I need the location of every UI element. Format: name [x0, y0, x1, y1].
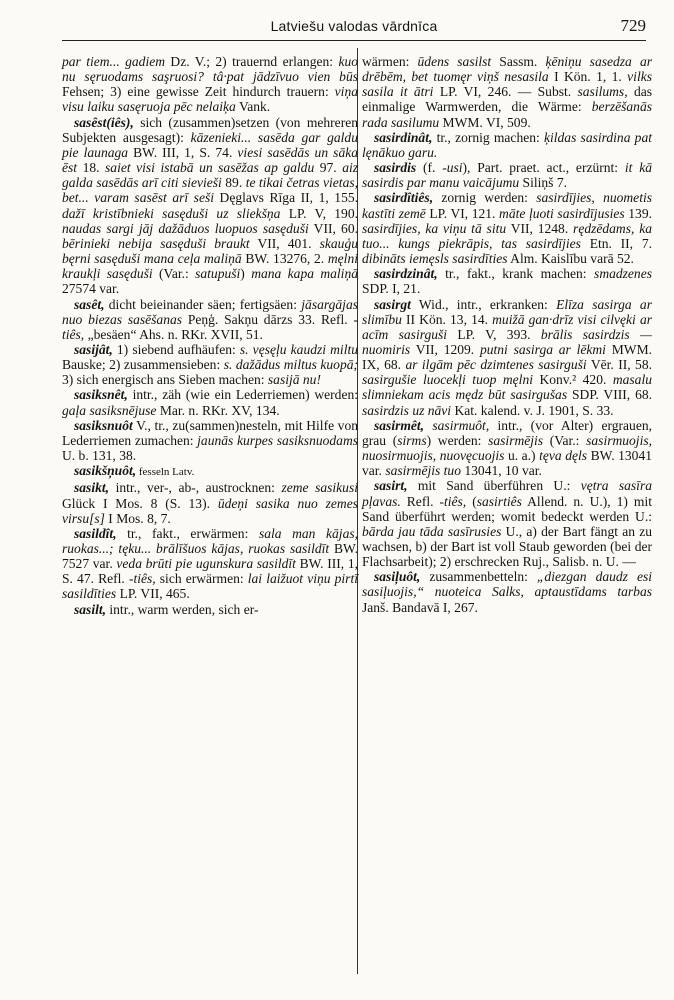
gloss-text: 18. [77, 160, 106, 176]
gloss-text: fesseln Latv. [136, 466, 195, 479]
gloss-text: Konv.² 420. [532, 372, 613, 388]
dictionary-entry [62, 602, 358, 617]
headword: sasiksnuôt [74, 417, 133, 433]
gloss-text: VII, 60. [308, 220, 358, 236]
example-text: ūdens sasilst [417, 54, 492, 69]
example-text: sasirdzis uz nāvi [362, 402, 452, 418]
example-text: dažī kristībnieki sasęduši uz sliekšņa [62, 205, 281, 221]
gloss-text: Vank. [235, 99, 271, 115]
gloss-text: 139. [624, 205, 652, 221]
example-text: vilks sasila it ātri [362, 69, 652, 100]
dictionary-entry [62, 463, 358, 480]
entry-continuation [62, 54, 358, 115]
gloss-text: BW. 7527 var. [62, 541, 358, 572]
headword: sasikšņuôt, [74, 463, 137, 479]
example-text: -tiês, [62, 311, 358, 342]
example-text: kāzenieki... sasēda gar galdu pie launaga [62, 129, 358, 160]
gloss-text: mit Sand überführen U.: [407, 478, 581, 494]
gloss-text: U., a) der Bart fängt an zu wachsen, b) der Bart ist voll Staub geworden (bei der Flachsarbeit); 2) erschrecken Ruj., Salisb. n. U. — [362, 523, 652, 570]
example-text: lai laižuot viņu pirtī sasildīties [62, 571, 358, 602]
example-text: jaunās kurpes sasiksnuodams [197, 432, 358, 448]
gloss-text: wärmen: [362, 54, 418, 69]
example-text: sasirtiês [476, 493, 522, 509]
example-text: „diezgan daudz esi sasiļuojis,“ nuoteica Salks, aptaustīdams tarbas [362, 569, 652, 600]
gloss-text: II Kön. 13, 14. [401, 311, 493, 327]
example-text: sasirmuojis, nuosirmuojis, nuovęcuojis [362, 432, 652, 464]
gloss-text: Allend. n. U.), 1) mit Sand überführt werden; womit bedeckt werden U.: [362, 493, 652, 524]
gloss-text: Vēr. II, 58. [586, 357, 652, 373]
entry-continuation [362, 54, 652, 130]
gloss-text: intr., (vor Alter) ergrauen, grau ( [362, 417, 652, 448]
gloss-text: Siliņš 7. [519, 175, 567, 191]
gloss-text: zornig werden: [433, 190, 537, 206]
gloss-text: LP. V, 393. [447, 326, 541, 342]
gloss-text: LP. V, 190. [280, 205, 358, 221]
gloss-text: (Var.: [152, 266, 196, 282]
gloss-text: BW. 13276, 2. [241, 251, 328, 267]
example-text: bērinieki nebija sasęduši braukt [62, 235, 250, 251]
gloss-text: ) [240, 266, 252, 282]
dictionary-entry [62, 297, 358, 342]
example-text: zeme sasikusi [281, 480, 358, 496]
example-text: skauģu bęrni sasęduši mana ceļa maliņā [62, 235, 358, 267]
example-text: aiz galda sasēdās arī citi sievieši [62, 160, 358, 191]
gloss-text: Refl. [400, 493, 440, 509]
gloss-text: LP. VII, 465. [116, 586, 190, 602]
gloss-text: LP. VI, 121. [425, 205, 500, 221]
headword: sasirgt [374, 296, 411, 312]
example-text: par tiem... gadiem [62, 54, 166, 69]
example-text: sirms [397, 432, 427, 448]
gloss-text: das einmalige Warmwerden, die Wärme: [362, 84, 652, 115]
headword: sasêt, [74, 296, 105, 312]
gloss-text: Bauske; 2) zusammensieben: [62, 357, 224, 373]
example-text: s. dažādus miltus kuopā; [223, 357, 358, 373]
dictionary-entry [362, 478, 652, 569]
example-text: viesi sasēdās un sāka ēst [62, 144, 359, 176]
example-text: muižā gan·drīz visi cilvęki ar acīm sasirguši [362, 311, 652, 342]
example-text: tęva dęls [539, 448, 588, 464]
dictionary-entry [362, 297, 652, 418]
headword: sasiksnêt, [74, 387, 128, 403]
gloss-text: tr., zornig machen: [432, 129, 544, 145]
example-text: sala man kājas, ruokas...; tęku... brālīšuos kājas, ruokas sasildīt [62, 525, 358, 556]
example-text: masalu slimniekam acis mędz būt sasirgušas [362, 372, 652, 403]
example-text: sasijā nu! [267, 372, 321, 388]
example-text: vętra sasīra pļavas. [362, 478, 652, 509]
example-text: veda brūti pie ugunskura sasildīt [116, 556, 296, 572]
gloss-text: I Kön. 1, 1. [548, 69, 628, 85]
gloss-text: zusammenbetteln: [420, 569, 537, 585]
dictionary-entry [62, 526, 358, 602]
gloss-text: Dz. V.; 2) trauernd erlangen: [165, 54, 339, 69]
gloss-text: (f. [416, 160, 443, 176]
gloss-text: Etn. II, 7. [580, 235, 652, 251]
example-text: smadzenes [594, 266, 652, 282]
gloss-text: 97. [314, 160, 343, 176]
example-text: ūdeņi sasika nuo zemes virsu[s] [62, 495, 358, 526]
gloss-text: ) werden: [426, 432, 489, 448]
example-text: -usi [442, 160, 463, 176]
dictionary-entry [362, 160, 652, 190]
gloss-text: tr., fakt., krank machen: [437, 266, 595, 282]
gloss-text: LP. VI, 246. — Subst. [433, 84, 578, 100]
example-text: -tiês, [128, 571, 156, 587]
gloss-text: intr., zäh (wie ein Lederriemen) werden: [127, 387, 358, 403]
example-text: te tikai četras vietas, bet... varam sasēst arī seši [62, 175, 359, 206]
gloss-text: Glück I Mos. 8 (S. 13). [62, 495, 218, 511]
gloss-text: Dęglavs Rīga II, 1, 155. [214, 190, 359, 206]
gloss-text: Fehsen; 3) eine gewisse Zeit hindurch trauern: [62, 84, 335, 100]
dictionary-entry [362, 130, 652, 160]
dictionary-entry [362, 569, 652, 614]
example-text: męlni kraukļi sasęduši [62, 251, 358, 282]
example-text: Elīza sasirga ar slimību [362, 296, 652, 327]
example-text: sasirmējis tuo [385, 463, 461, 479]
dictionary-entry [62, 387, 358, 417]
gloss-text: SDP. I, 21. [362, 281, 421, 297]
example-text: gaļa sasiksnējuse [62, 402, 157, 418]
example-text: māte ļuoti sasirdījusies [499, 205, 625, 221]
gloss-text: MWM. VI, 509. [439, 114, 531, 130]
gloss-text: tr., fakt., erwärmen: [116, 525, 259, 541]
example-text: -tiês, [439, 493, 467, 509]
headword: sasirdinât, [374, 129, 433, 145]
example-text: jāsargājas nuo biezas sasēšanas [62, 296, 358, 327]
headword: sasildît, [74, 525, 117, 541]
example-text: sasirmuôt, [432, 417, 490, 433]
gloss-text: VII, 1209. [410, 341, 480, 357]
headword: sasirdîtiês, [374, 190, 434, 206]
example-text: ar ilgām pēc dzimtenes sasirguši [405, 357, 587, 373]
gloss-text: (Var.: [543, 432, 587, 448]
gloss-text: V., tr., zu(sammen)nesteln, mit Hilfe von Lederriemen zumachen: [62, 417, 358, 448]
example-text: berzēšanās rada sasilumu [362, 99, 652, 130]
example-text: viņa visu laiku sasęruoja pēc nelaiķa [62, 84, 358, 115]
gloss-text: 1) siebend aufhäufen: [112, 341, 240, 357]
example-text: sasirmējis [488, 432, 544, 448]
example-text: kuo nu sęruodams saşruosi? tâ·pat jādzīvuo vien būs [62, 54, 358, 85]
gloss-text: „besäen“ Ahs. n. RKr. XVII, 51. [84, 326, 263, 342]
example-text: mana kapa maliņā [251, 266, 358, 282]
headword: sasirdzinât, [374, 266, 438, 282]
gloss-text: Wid., intr., erkranken: [410, 296, 557, 312]
gloss-text: U. b. 131, 38. [62, 448, 137, 464]
gloss-text: u. a.) [504, 448, 540, 464]
gloss-text: ), Part. praet. act., erzürnt: [462, 160, 625, 176]
headword: sasiļuôt, [374, 569, 421, 585]
dictionary-entry [62, 418, 358, 463]
example-text: sasirgušie luocekļi tuop męlni [362, 372, 533, 388]
gloss-text: 27574 var. [62, 281, 120, 297]
example-text: sasirdījies, ka viņu tā situ [362, 220, 507, 236]
dictionary-entry [362, 266, 652, 296]
gloss-text: BW. III, 1, S. 74. [128, 144, 238, 160]
page-number: 729 [620, 16, 646, 35]
example-text: bārda jau tāda sasīrusies [362, 523, 502, 539]
example-text: saiet visi istabā un sasēžas ap galdu [105, 160, 315, 176]
gloss-text: Kat. kalend. v. J. 1901, S. 33. [451, 402, 614, 418]
dictionary-entry [362, 190, 652, 266]
page-header [62, 14, 646, 41]
example-text: it kā sasirdis par manu vaicājumu [362, 160, 653, 191]
headword: sasirdis [374, 160, 417, 176]
dictionary-entry [62, 342, 358, 387]
gloss-text: SDP. VIII, 68. [567, 387, 652, 403]
gloss-text: Janš. Bandavā I, 267. [362, 599, 478, 615]
gloss-text: BW. III, 1, S. 47. Refl. [62, 556, 358, 587]
headword: sasirmêt, [374, 417, 425, 433]
gloss-text: intr., ver-, ab-, austrocknen: [109, 480, 282, 496]
example-text: sasirdījies, nuometis kastīti zemē [362, 190, 652, 221]
left-column [62, 54, 358, 617]
dictionary-entry [62, 115, 358, 297]
gloss-text: MWM. IX, 68. [362, 341, 652, 373]
gloss-text: sich erwärmen: [155, 571, 248, 587]
example-text: ķildas sasirdina pat lęnākuo garu. [362, 129, 652, 160]
example-text: naudas sargi jāj dažāduos luopuos sasęduši [62, 220, 309, 236]
example-text: dibināts iemęsls sasirdīties [362, 251, 508, 267]
gloss-text: 3) sich energisch ans Sieben machen: [62, 372, 268, 388]
running-title: Latviešu valodas vārdnīca [270, 18, 438, 34]
headword: sasijât, [74, 341, 113, 357]
gloss-text: Peņģ. Sakņu dārzs 33. Refl. [182, 311, 354, 327]
example-text: rędzēdams, ka tuo... kungs piekrāpis, tas sasirdījies [362, 220, 652, 251]
gloss-text: sich (zusammen)setzen (von mehreren Subjekten ausgesagt): [62, 114, 358, 145]
dictionary-entry [62, 480, 358, 525]
example-text: sasilums, [577, 84, 628, 100]
gloss-text: dicht beieinander säen; fertigsäen: [104, 296, 302, 312]
gloss-text: VII, 401. [249, 235, 320, 251]
example-text: s. vęsęļu kaudzi miltu [239, 341, 358, 357]
example-text: putni sasirga ar lēkmi [479, 341, 606, 357]
example-text: ķēniņu sasedza ar drēbēm, bet tuomęr viņš nesasila [362, 54, 653, 85]
gloss-text: I Mos. 8, 7. [104, 510, 171, 526]
gloss-text: 89. [221, 175, 246, 191]
gloss-text: Alm. Kaislību varā 52. [507, 251, 634, 267]
example-text: brālis sasirdzis — nuomiris [362, 326, 652, 357]
headword: sasêst(iês), [74, 114, 134, 130]
example-text: satupuši [195, 266, 241, 282]
gloss-text: intr., warm werden, sich er- [106, 601, 259, 617]
headword: sasirt, [374, 478, 408, 494]
headword: sasikt, [74, 480, 110, 496]
gloss-text: 13041, 10 var. [460, 463, 542, 479]
right-column [362, 54, 652, 615]
gloss-text: VII, 1248. [506, 220, 574, 236]
gloss-text: ( [466, 493, 477, 509]
gloss-text: Mar. n. RKr. XV, 134. [156, 402, 280, 418]
headword: sasilt, [74, 601, 106, 617]
gloss-text: Sassm. [491, 54, 546, 69]
dictionary-entry [362, 418, 652, 479]
gloss-text: BW. 13041 var. [362, 448, 652, 479]
